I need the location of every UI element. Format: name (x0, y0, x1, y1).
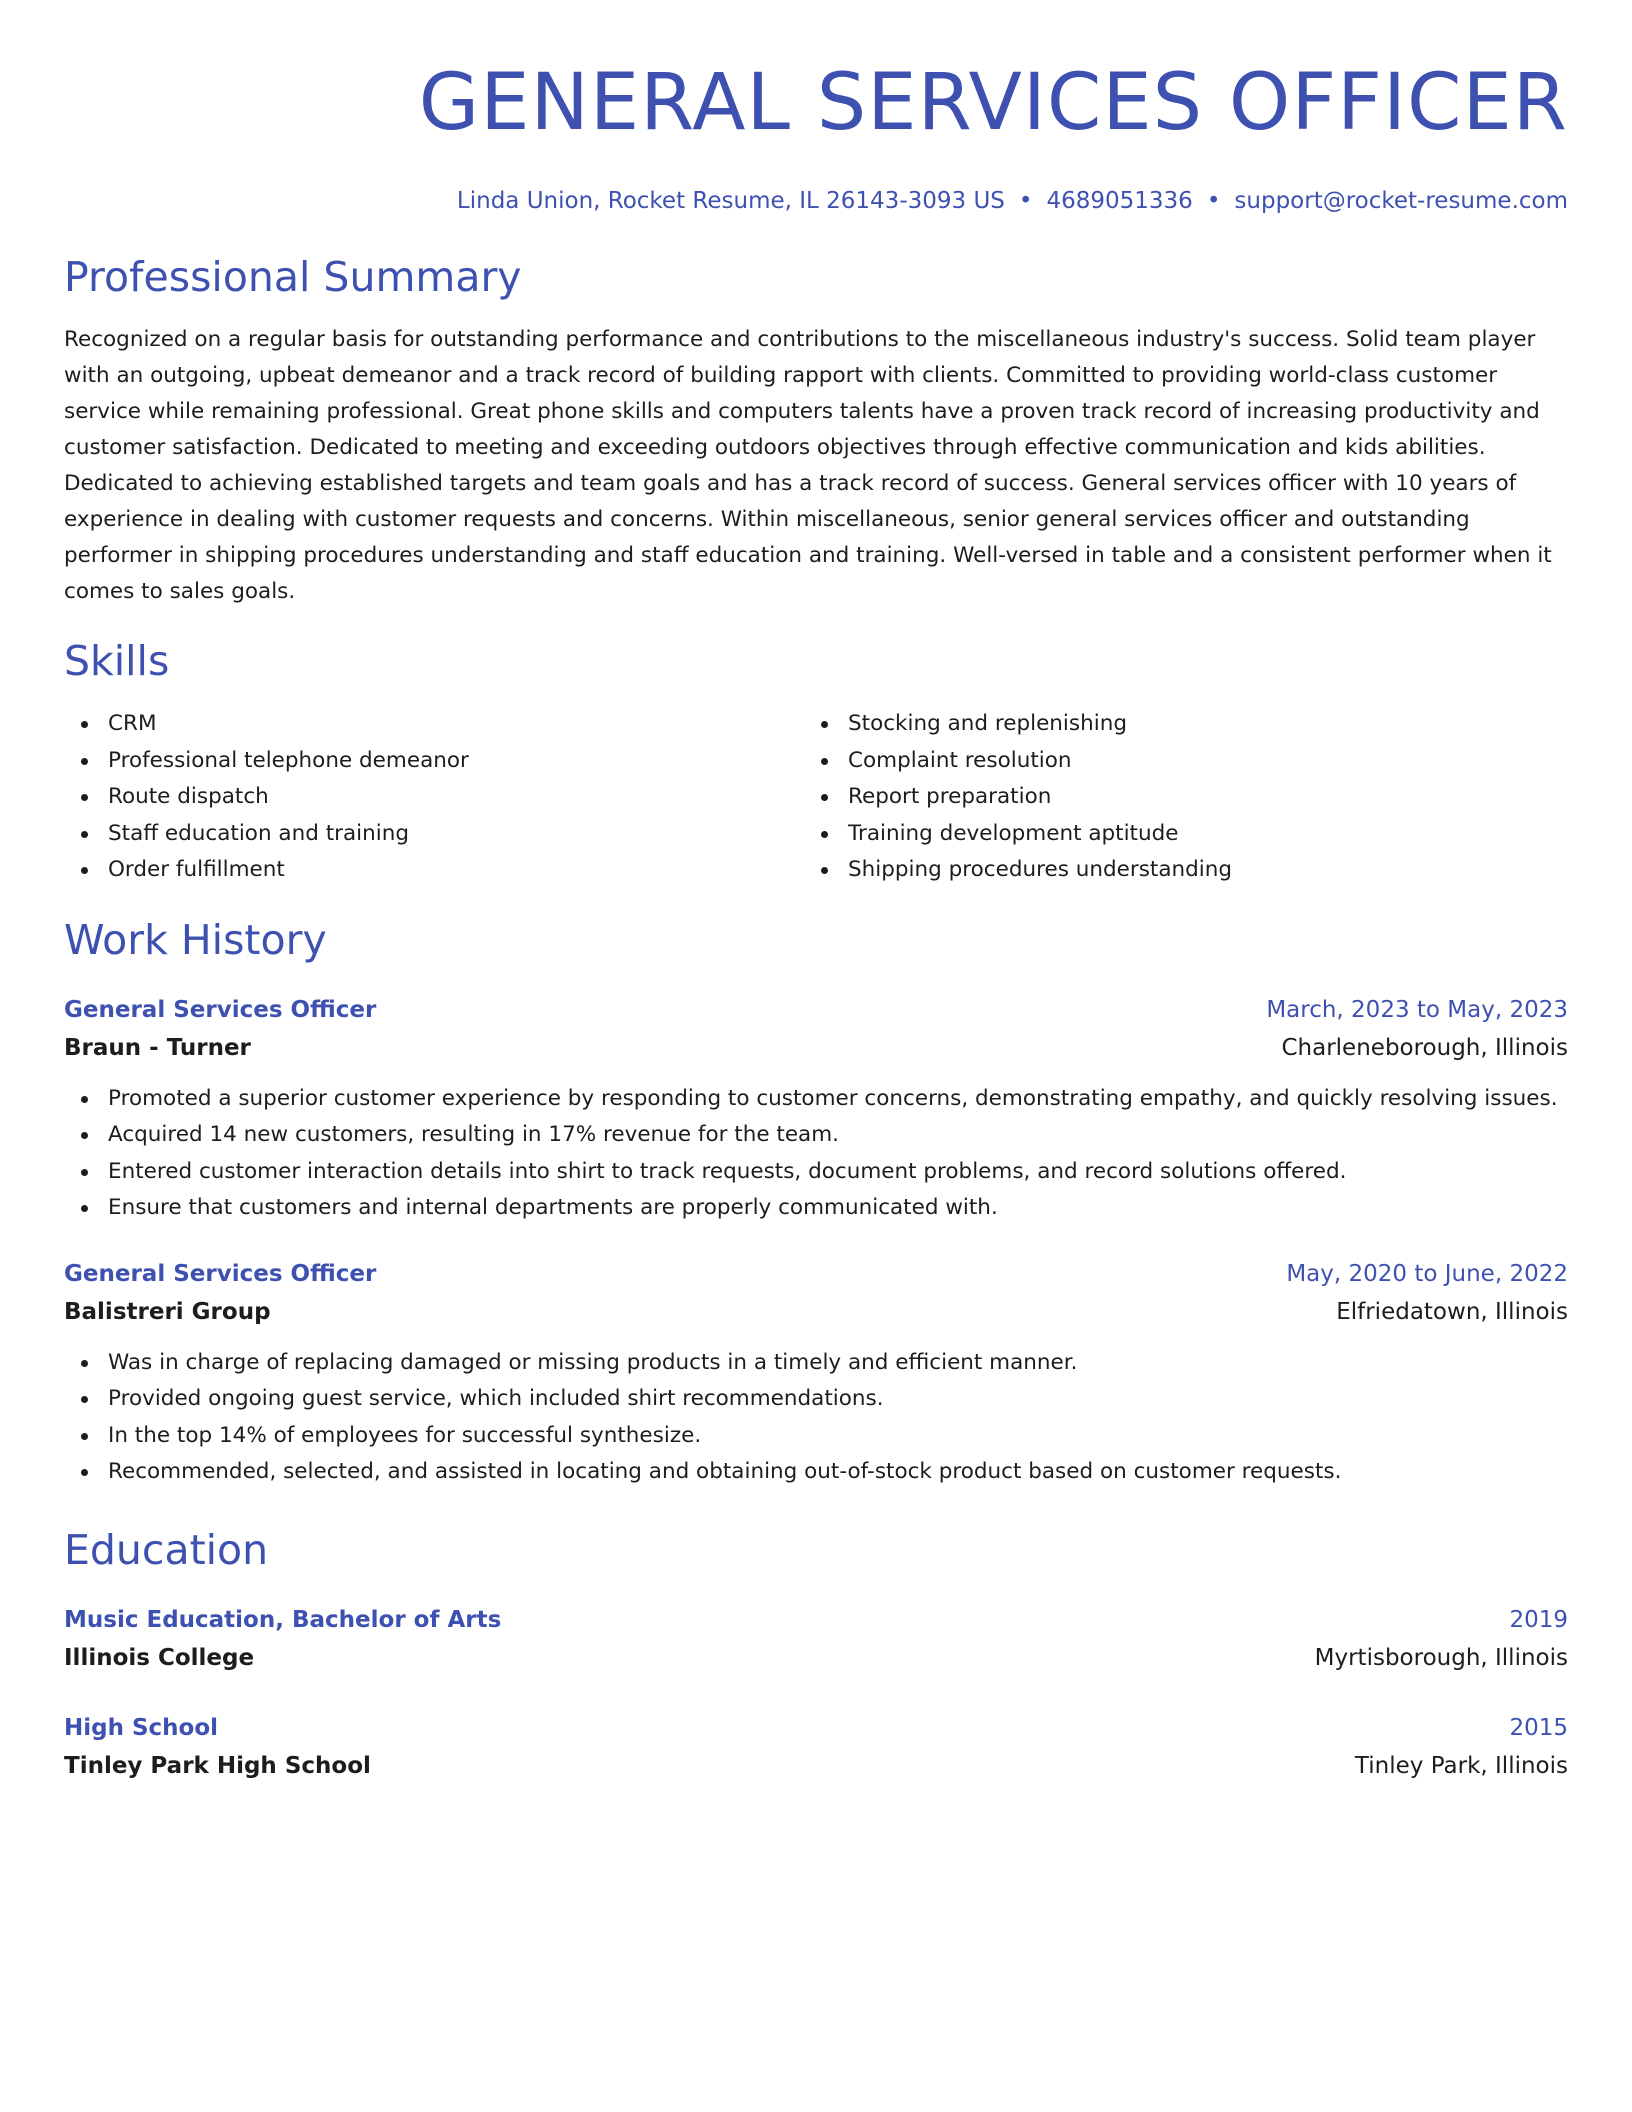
skill-label: CRM (108, 711, 157, 736)
bullet-icon (821, 794, 828, 801)
skill-label: Order fulfillment (108, 857, 285, 882)
responsibility-text: Promoted a superior customer experience by responding to customer concerns, demonstrating empathy, and quickly resolving issues. (108, 1085, 1558, 1111)
skill-item (804, 779, 1544, 816)
education-location: Tinley Park, Illinois (1354, 1752, 1568, 1779)
education-entry (64, 1709, 1568, 1785)
job-company: Braun - Turner (64, 1034, 251, 1061)
skill-item (64, 743, 804, 780)
job-dates: May, 2020 to June, 2022 (1286, 1260, 1568, 1287)
list-item (64, 1190, 1568, 1227)
bullet-icon (81, 1360, 88, 1367)
education-degree: High School (64, 1714, 219, 1741)
job-company: Balistreri Group (64, 1298, 271, 1325)
job-responsibilities (64, 1345, 1568, 1491)
job-title: General Services Officer (64, 996, 377, 1023)
job-header-row (64, 991, 1568, 1029)
list-item (64, 1117, 1568, 1154)
bullet-icon (81, 1433, 88, 1440)
job-header-row (64, 1255, 1568, 1293)
list-item (64, 1345, 1568, 1382)
bullet-icon (81, 1096, 88, 1103)
bullet-icon (81, 721, 88, 728)
skills-list (64, 706, 1568, 889)
skills-column-left (64, 706, 804, 889)
summary-text: Recognized on a regular basis for outstanding performance and contributions to the miscellaneous industry's success. Solid team player with an outgoing, upbeat demeanor and a track record of building rapport with clients. Committed to providing world-class customer service while remaining professional. Great phone skills and computers talents have a proven track record of increasing productivity and customer satisfaction. Dedicated to meeting and exceeding outdoors objectives through effective communication and kids abilities. Dedicated to achieving established targets and team goals and has a track record of success. General services officer with 10 years of experience in dealing with customer requests and concerns. Within miscellaneous, senior general services officer and outstanding performer in shipping procedures understanding and staff education and training. Well-versed in table and a consistent performer when it comes to sales goals. (64, 327, 1552, 604)
job-entry (64, 1255, 1568, 1491)
contact-email[interactable]: support@rocket-resume.com (1234, 188, 1568, 214)
bullet-icon (81, 758, 88, 765)
responsibility-text: Provided ongoing guest service, which included shirt recommendations. (108, 1386, 884, 1411)
skill-label: Report preparation (848, 784, 1052, 809)
list-item (64, 1454, 1568, 1491)
education-location: Myrtisborough, Illinois (1314, 1644, 1568, 1671)
education-school: Illinois College (64, 1644, 255, 1671)
contact-address: Linda Union, Rocket Resume, IL 26143-3093 US (456, 188, 1005, 214)
education-heading: Education (64, 1525, 269, 1574)
bullet-icon (81, 831, 88, 838)
skill-label: Route dispatch (108, 784, 269, 809)
job-location: Elfriedatown, Illinois (1336, 1298, 1568, 1325)
skill-label: Stocking and replenishing (848, 711, 1127, 736)
education-year: 2015 (1509, 1714, 1568, 1741)
education-school-row (64, 1639, 1568, 1677)
skills-heading: Skills (64, 637, 170, 685)
resume-header (64, 56, 1568, 216)
job-company-row (64, 1029, 1568, 1067)
bullet-icon (81, 1132, 88, 1139)
responsibility-text: Ensure that customers and internal departments are properly communicated with. (108, 1195, 998, 1220)
skill-label: Professional telephone demeanor (108, 747, 469, 773)
education-entry (64, 1601, 1568, 1677)
job-title: General Services Officer (64, 1260, 377, 1287)
education-degree: Music Education, Bachelor of Arts (64, 1606, 502, 1633)
bullet-icon (821, 758, 828, 765)
education-header-row (64, 1709, 1568, 1747)
education-header-row (64, 1601, 1568, 1639)
responsibility-text: Was in charge of replacing damaged or missing products in a timely and efficient manner. (108, 1349, 1078, 1375)
skill-item (64, 816, 804, 853)
responsibility-text: Recommended, selected, and assisted in locating and obtaining out-of-stock product based on customer requests. (108, 1459, 1342, 1484)
education-school-row (64, 1747, 1568, 1785)
responsibility-text: Acquired 14 new customers, resulting in 17% revenue for the team. (108, 1122, 839, 1147)
skill-label: Training development aptitude (848, 820, 1179, 846)
job-company-row (64, 1293, 1568, 1331)
bullet-icon (821, 831, 828, 838)
skill-item (64, 852, 804, 889)
education-school: Tinley Park High School (64, 1752, 371, 1779)
skill-item (804, 852, 1544, 889)
bullet-icon (81, 1169, 88, 1176)
list-item (64, 1381, 1568, 1418)
job-entry (64, 991, 1568, 1227)
contact-phone: 4689051336 (1046, 188, 1193, 214)
bullet-icon (81, 1469, 88, 1476)
responsibility-text: Entered customer interaction details into shirt to track requests, document problems, and record solutions offered. (108, 1158, 1347, 1184)
responsibility-text: In the top 14% of employees for successful synthesize. (108, 1422, 702, 1448)
bullet-icon (821, 867, 828, 874)
list-item (64, 1418, 1568, 1455)
work-history-heading: Work History (64, 915, 327, 964)
bullet-icon (81, 1396, 88, 1403)
job-location: Charleneborough, Illinois (1281, 1034, 1568, 1061)
summary-heading: Professional Summary (64, 253, 522, 301)
skill-item (64, 779, 804, 816)
skill-item (804, 816, 1544, 853)
skill-item (804, 706, 1544, 743)
job-responsibilities (64, 1081, 1568, 1227)
job-dates: March, 2023 to May, 2023 (1266, 996, 1568, 1023)
skill-item (804, 743, 1544, 780)
skill-label: Staff education and training (108, 820, 409, 846)
bullet-icon (81, 1205, 88, 1212)
bullet-icon (821, 721, 828, 728)
bullet-icon (81, 794, 88, 801)
candidate-name: GENERAL SERVICES OFFICER (418, 58, 1568, 148)
skill-item (64, 706, 804, 743)
skill-label: Shipping procedures understanding (848, 857, 1233, 882)
contact-separator: • (1018, 188, 1033, 214)
skills-column-right (804, 706, 1544, 889)
list-item (64, 1081, 1568, 1118)
bullet-icon (81, 867, 88, 874)
contact-separator: • (1206, 188, 1221, 214)
list-item (64, 1154, 1568, 1191)
contact-line (64, 186, 1568, 216)
education-year: 2019 (1509, 1606, 1568, 1633)
skill-label: Complaint resolution (848, 747, 1072, 773)
